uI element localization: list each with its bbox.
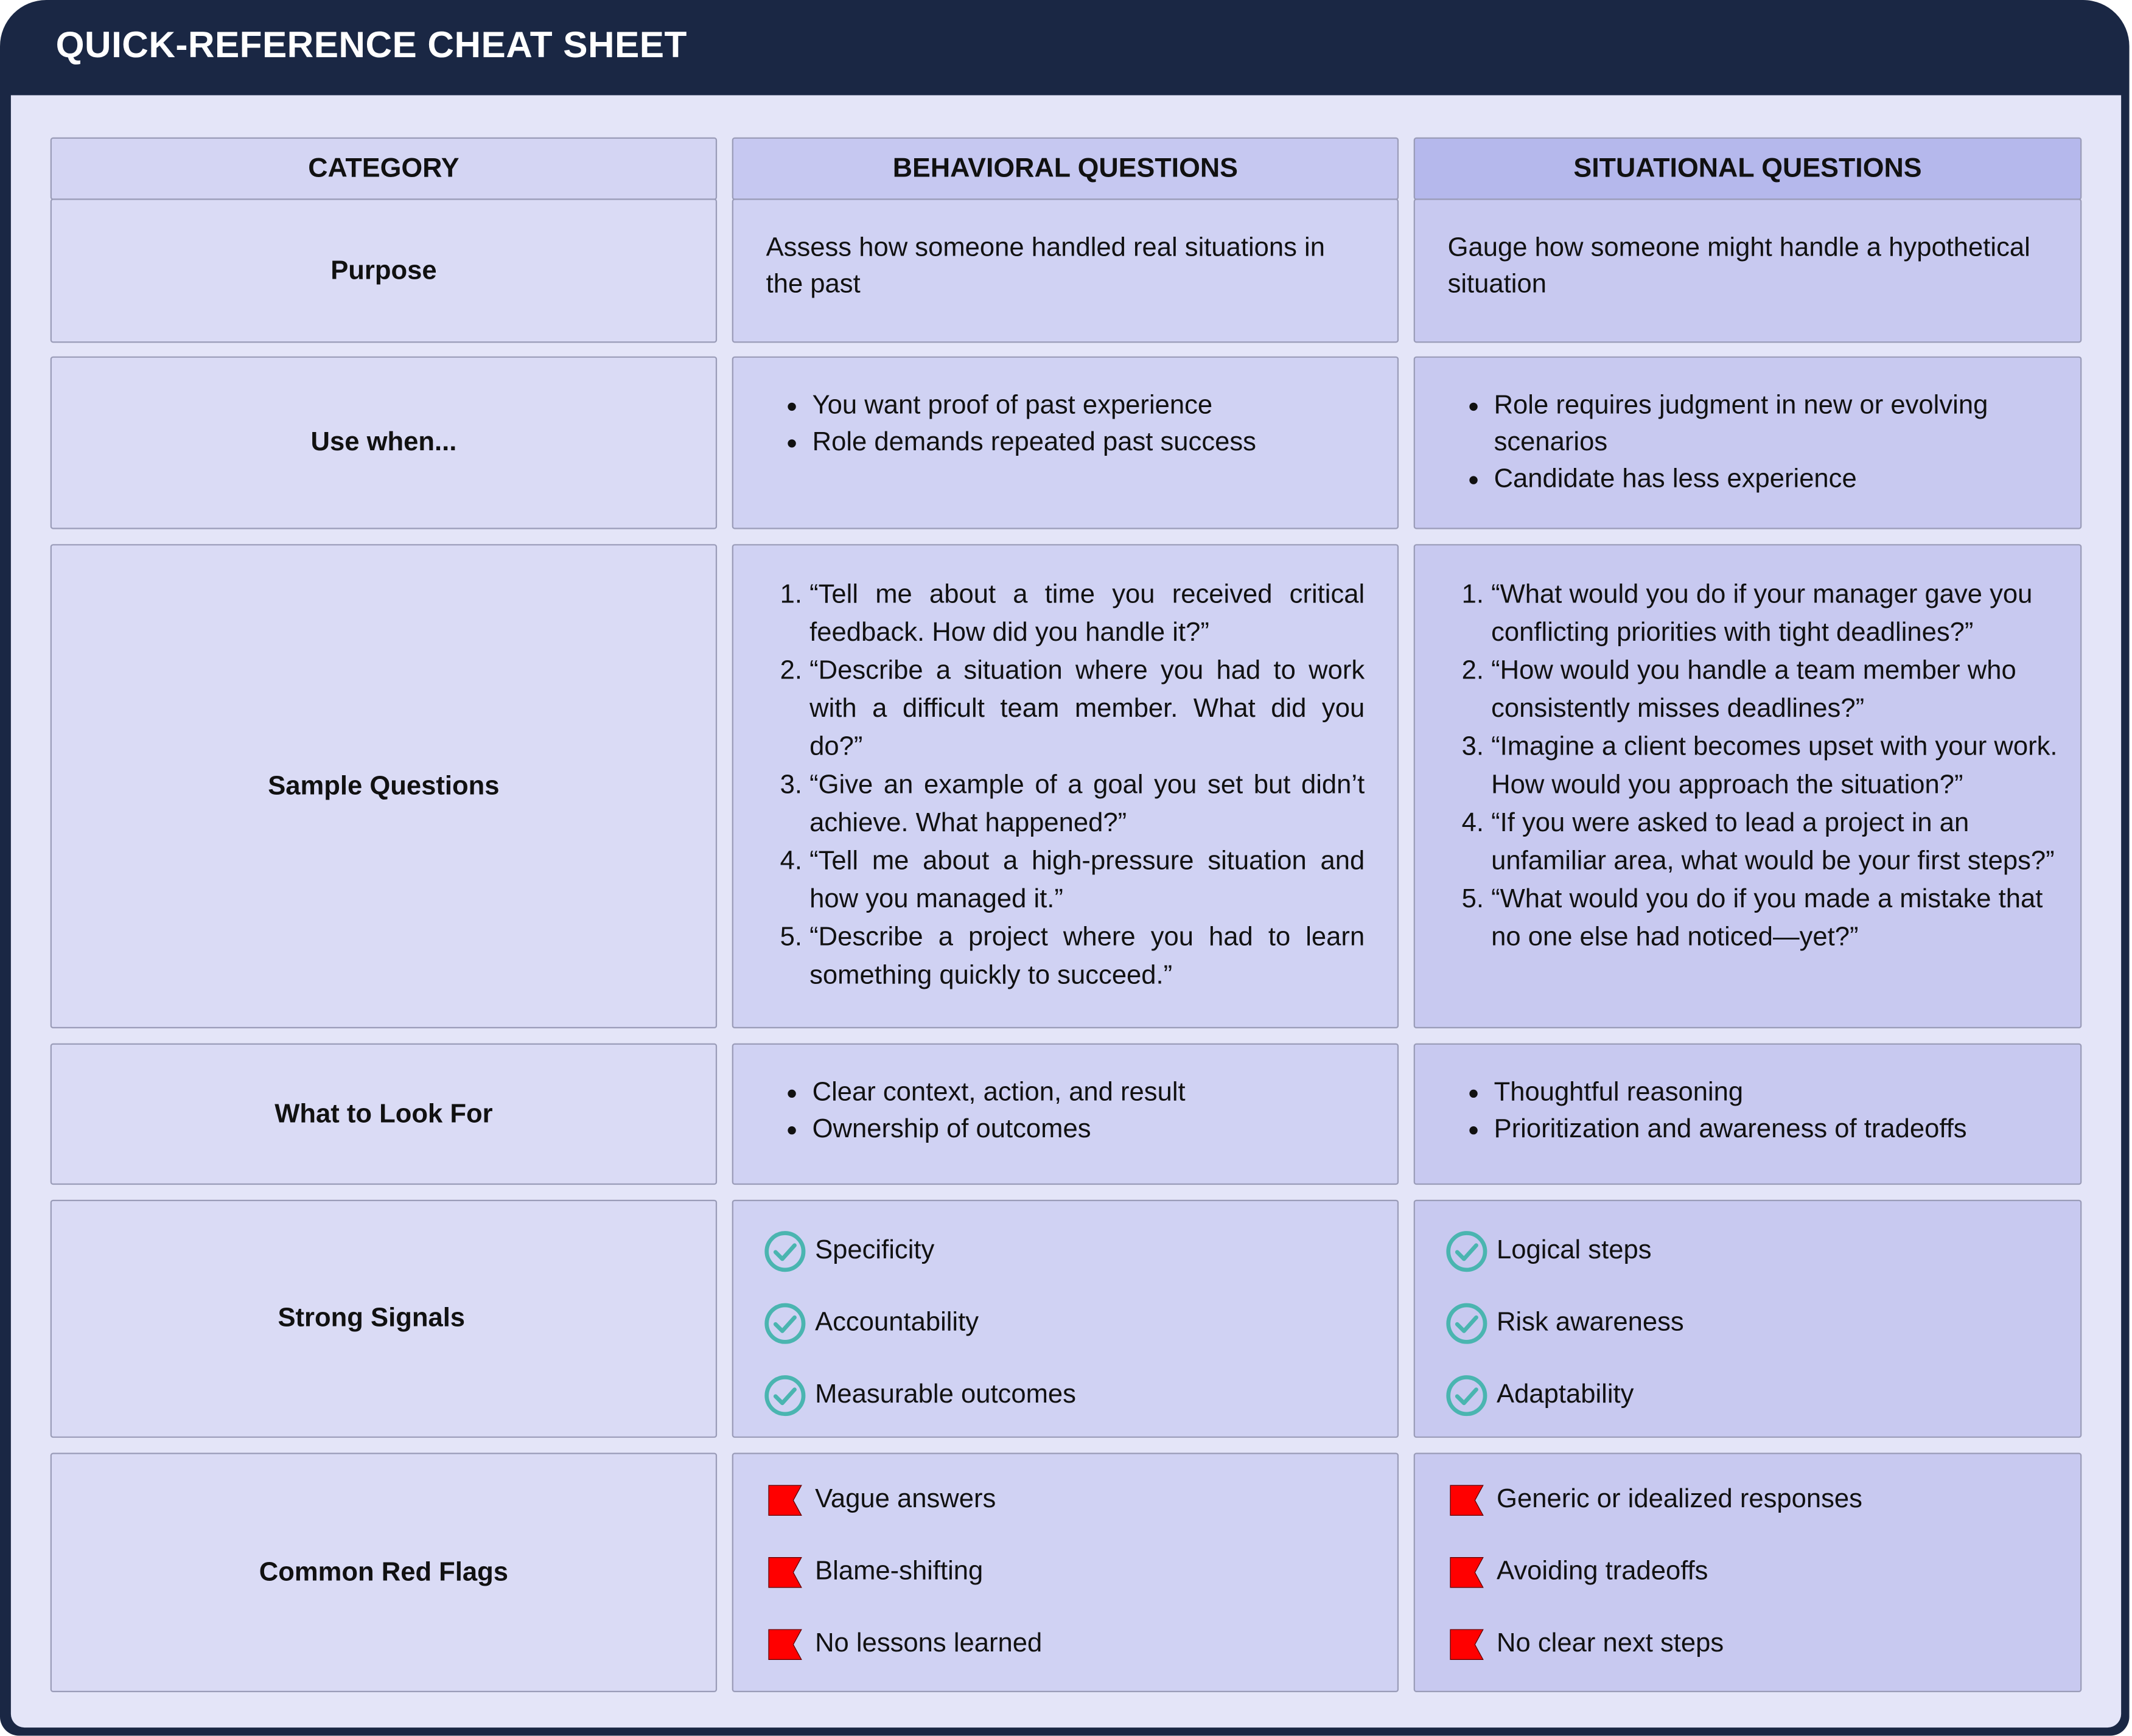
row-label-signals: Strong Signals (51, 1200, 717, 1438)
strong-signal-item (763, 1287, 1368, 1359)
row-label-use-when: Use when... (51, 357, 717, 529)
item-label: Specificity (815, 1235, 935, 1266)
red-flag-item (763, 1463, 1368, 1535)
list-item: • Prioritization and awareness of tradeoffs (1494, 1111, 2048, 1148)
red-flag-item (1445, 1463, 2050, 1535)
strong-signal-item (763, 1215, 1368, 1286)
header-situational: SITUATIONAL QUESTIONS (1414, 138, 2082, 200)
look-for-behavioral (732, 1044, 1399, 1185)
check-circle-icon (763, 1373, 807, 1417)
list-item: • Thoughtful reasoning (1494, 1075, 2048, 1111)
check-circle-icon (763, 1301, 807, 1345)
use-when-situational (1414, 357, 2082, 529)
strong-signal-item (1445, 1359, 2050, 1431)
list-item: • Candidate has less experience (1494, 461, 2048, 498)
list-item: • Role demands repeated past success (813, 424, 1365, 461)
strong-signal-item (763, 1359, 1368, 1431)
check-circle-icon (1445, 1301, 1489, 1345)
item-label: Vague answers (815, 1483, 996, 1515)
list-item: • Role requires judgment in new or evolving scenarios (1494, 388, 2048, 461)
red-flag-item (763, 1608, 1368, 1679)
check-circle-icon (763, 1229, 807, 1273)
list-item: 1. “What would you do if your manager gave you conflicting priorities with tight deadlines?” (1491, 576, 2067, 652)
item-label: Accountability (815, 1307, 979, 1337)
list-item: 3. “Imagine a client becomes upset with your work. How would you approach the situation?” (1491, 728, 2067, 804)
samples-behavioral (732, 544, 1399, 1028)
red-flag-icon (763, 1626, 807, 1662)
look-for-situational (1414, 1044, 2082, 1185)
red-flag-item (1445, 1608, 2050, 1679)
list-item: 5. “What would you do if you made a mistake that no one else had noticed—yet?” (1491, 880, 2067, 956)
list-item: 1. “Tell me about a time you received critical feedback. How did you handle it?” (809, 576, 1365, 652)
item-label: Logical steps (1497, 1235, 1652, 1266)
red-flags-situational (1414, 1453, 2082, 1692)
row-label-purpose: Purpose (51, 198, 717, 343)
item-label: Generic or idealized responses (1497, 1483, 1862, 1515)
samples-situational (1414, 544, 2082, 1028)
purpose-behavioral: Assess how someone handled real situations in the past (732, 198, 1399, 343)
signals-situational (1414, 1200, 2082, 1438)
item-label: Blame-shifting (815, 1556, 984, 1586)
item-label: Risk awareness (1497, 1307, 1684, 1337)
red-flag-icon (1445, 1482, 1489, 1518)
red-flag-icon (763, 1482, 807, 1518)
item-label: No clear next steps (1497, 1628, 1724, 1659)
list-item: 2. “How would you handle a team member who consistently misses deadlines?” (1491, 652, 2067, 728)
item-label: No lessons learned (815, 1628, 1043, 1659)
list-item: 5. “Describe a project where you had to learn something quickly to succeed.” (809, 918, 1365, 994)
page-title: QUICK-REFERENCE CHEAT SHEET (55, 24, 687, 66)
row-label-look-for: What to Look For (51, 1044, 717, 1185)
list-item: 3. “Give an example of a goal you set but didn’t achieve. What happened?” (809, 766, 1365, 842)
header-behavioral: BEHAVIORAL QUESTIONS (732, 138, 1399, 200)
item-label: Adaptability (1497, 1379, 1634, 1409)
item-label: Measurable outcomes (815, 1379, 1076, 1409)
red-flag-icon (763, 1554, 807, 1589)
list-item: 4. “Tell me about a high-pressure situation and how you managed it.” (809, 842, 1365, 918)
row-label-red-flags: Common Red Flags (51, 1453, 717, 1692)
check-circle-icon (1445, 1229, 1489, 1273)
list-item: • Ownership of outcomes (813, 1111, 1365, 1148)
use-when-behavioral (732, 357, 1399, 529)
red-flag-icon (1445, 1554, 1489, 1589)
item-label: Avoiding tradeoffs (1497, 1556, 1708, 1586)
strong-signal-item (1445, 1215, 2050, 1286)
signals-behavioral (732, 1200, 1399, 1438)
list-item: • You want proof of past experience (813, 388, 1365, 424)
list-item: 4. “If you were asked to lead a project in an unfamiliar area, what would be your first steps?” (1491, 804, 2067, 880)
red-flag-item (763, 1536, 1368, 1608)
list-item: • Clear context, action, and result (813, 1075, 1365, 1111)
red-flags-behavioral (732, 1453, 1399, 1692)
red-flag-item (1445, 1536, 2050, 1608)
strong-signal-item (1445, 1287, 2050, 1359)
list-item: 2. “Describe a situation where you had to work with a difficult team member. What did you do?” (809, 652, 1365, 766)
row-label-samples: Sample Questions (51, 544, 717, 1028)
check-circle-icon (1445, 1373, 1489, 1417)
header-category: CATEGORY (51, 138, 717, 200)
purpose-situational: Gauge how someone might handle a hypothetical situation (1414, 198, 2082, 343)
red-flag-icon (1445, 1626, 1489, 1662)
